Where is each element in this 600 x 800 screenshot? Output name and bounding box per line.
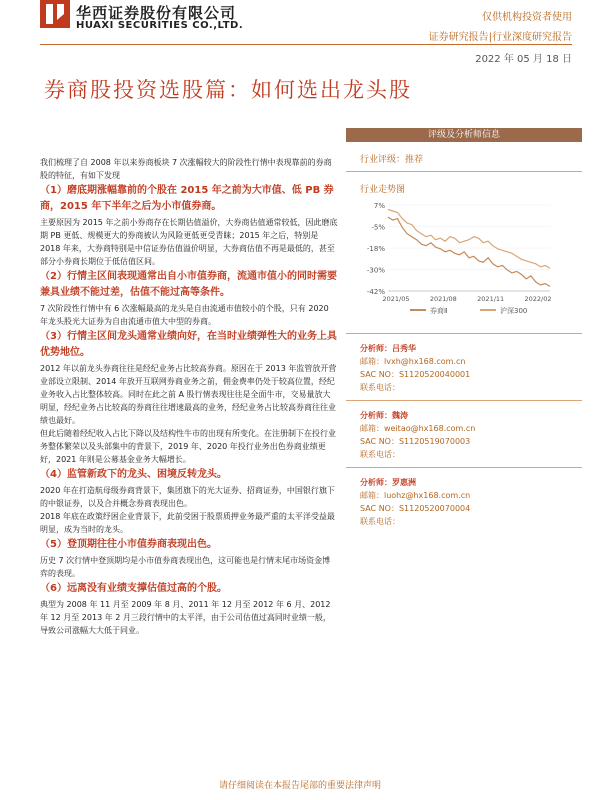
analyst-email[interactable]: 邮箱：luohz@hx168.com.cn	[360, 491, 471, 500]
report-date: 2022 年 05 月 18 日	[475, 54, 572, 65]
finding-2-heading: （2）行情主区间表现通常出自小市值券商，流通市值小的同时需要兼具业绩不能过差，估值不能过高等条件。	[40, 271, 337, 298]
y-tick-label: -18%	[366, 245, 385, 253]
finding-5-text: 历史 7 次行情中登顶期均是小市值券商表现出色，这可能也是行情末尾市场资金博弈的表现。	[40, 556, 331, 578]
sidebar	[346, 128, 582, 534]
analyst-name: 分析师：吕秀华	[360, 344, 416, 353]
x-tick-label: 2021/11	[477, 295, 505, 303]
finding-3-text-b: 但此后随着经纪收入占比下降以及结构性牛市的出现有所变化。在注册制下在投行业务整体繁荣以及头部集中的背景下，2019 年、2020 年投行业务出色券商业绩更好，2021 年则是公募基金业务大幅增长。	[40, 429, 336, 464]
legend-label: 沪深300	[500, 307, 528, 315]
intro-paragraph: 我们梳理了自 2008 年以来券商板块 7 次涨幅较大的阶段性行情中表现靠前的券商股的特征，有如下发现	[40, 158, 332, 180]
finding-3-heading: （3）行情主区间龙头通常业绩向好，在当时业绩弹性大的业务上具优势地位。	[40, 331, 337, 358]
report-type: 证券研究报告|行业深度研究报告	[428, 32, 572, 43]
finding-1-heading: （1）磨底期涨幅靠前的个股在 2015 年之前为大市值、低 PB 券商，2015 年下半年之后为小市值券商。	[40, 185, 334, 212]
finding-3-text-a: 2012 年以前龙头券商往往是经纪业务占比较高券商。原因在于 2013 年监管放开营业部设立限制、2014 年放开互联网券商业务之前，佣金费率仍处于较高位置，经纪业务收入占比整体较高。同时在此之前 A 股行情表现往往是全面牛市，交易量放大明显，经纪业务占比较高的券商往往增速最高的业务，经纪业务占比较高券商往往业绩也最好。	[40, 364, 337, 425]
header-divider	[40, 44, 572, 45]
finding-6-text: 典型为 2008 年 11 月至 2009 年 8 月、2011 年 12 月至 2012 年 6 月、2012 年 12 月至 2013 年 2 月三段行情中的太平洋，由于公司估值过高同时业绩一般，导致公司涨幅大大低于同业。	[40, 600, 331, 635]
finding-1-text: 主要原因为 2015 年之前小券商存在长期估值溢价，大券商估值通常较低，因此磨底期 PB 更低、规模更大的券商被认为风险更低更受青睐；2015 年之后，特别是 2018 年来，大券商特别是中信证券估值溢价明显，大券商估值不再是最低的，甚至部分小券商长期位于低估值区间。	[40, 218, 338, 266]
finding-4-text-a: 2020 年在打造航母级券商背景下，集团旗下的光大证券、招商证券，中国银行旗下的中银证券，以及合并概念券商表现出色。	[40, 486, 335, 508]
series-line	[388, 210, 550, 269]
analyst-email[interactable]: 邮箱：lvxh@hx168.com.cn	[360, 357, 466, 366]
analyst-phone: 联系电话：	[360, 450, 400, 459]
y-tick-label: 7%	[373, 202, 385, 210]
analyst-block	[346, 467, 582, 534]
finding-4-text-b: 2018 年底在政策纾困企业背景下，此前受困于股票质押业务最严重的太平洋受益最明显，成为当时的龙头。	[40, 512, 335, 534]
audience-note: 仅供机构投资者使用	[482, 12, 572, 23]
legal-footer: 请仔细阅读在本报告尾部的重要法律声明	[218, 781, 381, 791]
finding-4-heading: （4）监管新政下的龙头、困境反转龙头。	[40, 469, 227, 480]
analyst-block	[346, 400, 582, 467]
report-title: 券商股投资选股篇：如何选出龙头股	[44, 78, 412, 102]
analyst-name: 分析师：魏涛	[360, 411, 408, 420]
sidebar-banner: 评级及分析师信息	[346, 128, 582, 142]
finding-5-heading: （5）登顶期往往小市值券商表现出色。	[40, 539, 217, 550]
analyst-sac: SAC NO：S1120520070004	[360, 504, 471, 513]
y-tick-label: -5%	[371, 223, 385, 232]
y-tick-label: -42%	[366, 288, 385, 296]
industry-rating: 行业评级：推荐	[346, 142, 582, 172]
x-tick-label: 2022/02	[524, 295, 552, 303]
analyst-name: 分析师：罗惠洲	[360, 478, 416, 487]
analyst-block	[346, 333, 582, 400]
summary-column	[40, 156, 338, 637]
analyst-sac: SAC NO：S1120520040001	[360, 370, 471, 379]
y-tick-label: -30%	[366, 266, 385, 275]
series-line	[388, 217, 550, 286]
analyst-sac: SAC NO：S1120519070003	[360, 437, 471, 446]
x-tick-label: 2021/08	[429, 295, 457, 303]
finding-6-heading: （6）远离没有业绩支撑估值过高的个股。	[40, 583, 227, 594]
analyst-email[interactable]: 邮箱：weitao@hx168.com.cn	[360, 424, 476, 433]
legend-label: 券商Ⅱ	[430, 307, 448, 315]
industry-trend-chart	[360, 199, 560, 329]
finding-2-text: 7 次阶段性行情中有 6 次涨幅最高的龙头是自由流通市值较小的个股，只有 2020 年龙头股光大证券为自由流通市值大中型的券商。	[40, 304, 329, 326]
brand-name-en: HUAXI SECURITIES CO.,LTD.	[76, 20, 244, 31]
huaxi-logo	[40, 0, 70, 28]
brand-name-cn: 华西证券股份有限公司	[76, 4, 237, 22]
analyst-phone: 联系电话：	[360, 517, 400, 526]
x-tick-label: 2021/05	[382, 295, 410, 303]
trend-chart-label: 行业走势图	[360, 185, 406, 195]
analyst-phone: 联系电话：	[360, 383, 400, 392]
